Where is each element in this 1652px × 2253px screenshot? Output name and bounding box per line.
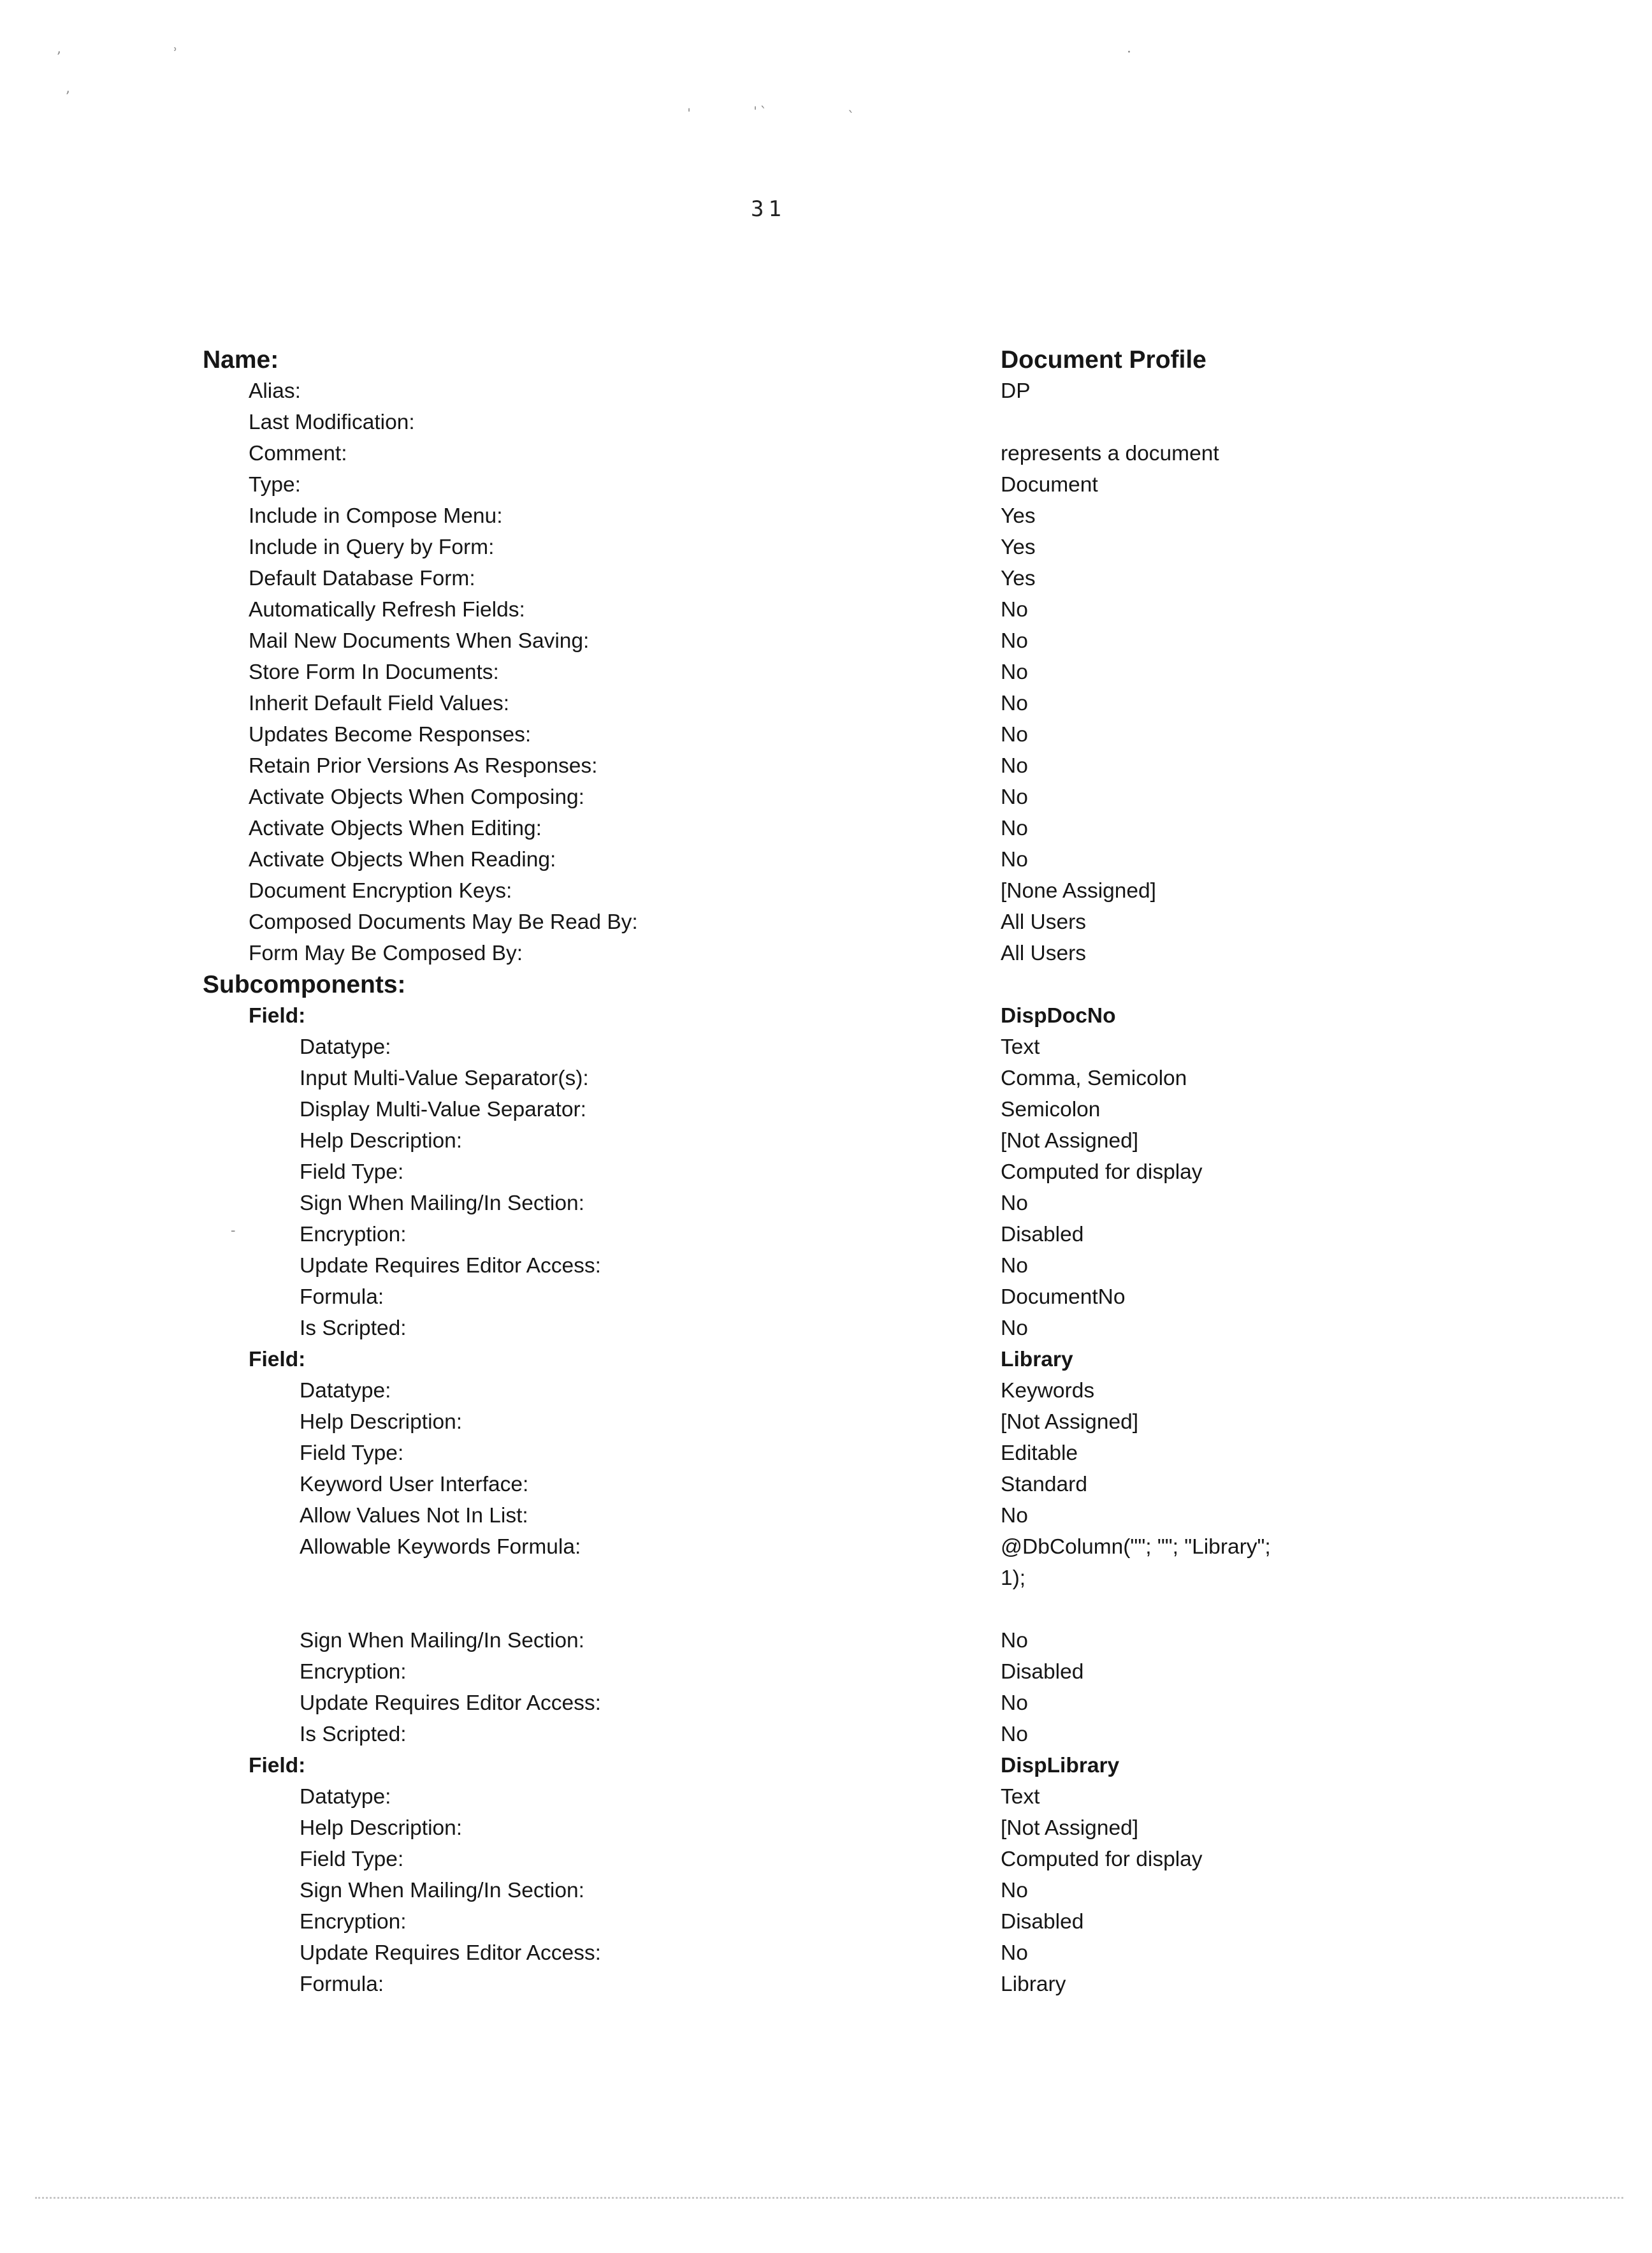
row-label: Include in Compose Menu: [249, 504, 503, 528]
profile-row [203, 688, 1496, 719]
scan-artifact: ʾ [173, 46, 178, 62]
row-label: Formula: [300, 1285, 384, 1309]
row-value: Yes [1001, 567, 1036, 590]
profile-row [203, 1344, 1496, 1375]
profile-row [203, 469, 1496, 500]
row-value: Standard [1001, 1473, 1087, 1496]
profile-row [203, 1875, 1496, 1906]
row-value: Semicolon [1001, 1098, 1101, 1121]
row-label: Activate Objects When Editing: [249, 817, 542, 840]
row-value: No [1001, 1941, 1028, 1965]
row-value: [Not Assigned] [1001, 1816, 1139, 1840]
profile-row [203, 500, 1496, 532]
row-label: Retain Prior Versions As Responses: [249, 754, 598, 778]
row-label: Keyword User Interface: [300, 1473, 529, 1496]
row-label: Sign When Mailing/In Section: [300, 1629, 584, 1652]
row-label: Automatically Refresh Fields: [249, 598, 525, 622]
profile-row [203, 625, 1496, 657]
row-label: Is Scripted: [300, 1723, 407, 1746]
spacer-row [203, 1594, 1496, 1625]
row-value: No [1001, 1691, 1028, 1715]
profile-row [203, 532, 1496, 563]
scan-artifact: · [1127, 45, 1131, 61]
profile-row [203, 1188, 1496, 1219]
row-label: Field Type: [300, 1160, 404, 1184]
profile-row [203, 1125, 1496, 1156]
profile-row [203, 1750, 1496, 1781]
row-label: Datatype: [300, 1785, 391, 1809]
row-label: Datatype: [300, 1379, 391, 1403]
row-value: Disabled [1001, 1223, 1084, 1246]
profile-row [203, 875, 1496, 907]
profile-row [203, 813, 1496, 844]
row-value: No [1001, 1879, 1028, 1902]
profile-row [203, 1281, 1496, 1313]
row-value: Text [1001, 1785, 1040, 1809]
row-label: Composed Documents May Be Read By: [249, 910, 638, 934]
row-value: Document Profile [1001, 346, 1206, 374]
profile-row [203, 407, 1496, 438]
row-value: Library [1001, 1972, 1066, 1996]
profile-row [203, 1500, 1496, 1531]
document-profile-listing [203, 344, 1496, 2000]
row-label: Mail New Documents When Saving: [249, 629, 590, 653]
row-label: Field: [249, 1754, 306, 1777]
row-value: No [1001, 1504, 1028, 1528]
row-value: No [1001, 785, 1028, 809]
profile-row [203, 1719, 1496, 1750]
row-label: Help Description: [300, 1410, 463, 1434]
row-value: No [1001, 598, 1028, 622]
scan-artifact: ʼ [56, 50, 61, 66]
row-label: Display Multi-Value Separator: [300, 1098, 586, 1121]
profile-row [203, 844, 1496, 875]
row-value: No [1001, 1316, 1028, 1340]
row-label: Sign When Mailing/In Section: [300, 1879, 584, 1902]
row-label: Activate Objects When Composing: [249, 785, 584, 809]
row-label: Allow Values Not In List: [300, 1504, 528, 1528]
row-value: DispDocNo [1001, 1004, 1116, 1028]
row-label: Update Requires Editor Access: [300, 1941, 601, 1965]
row-value: Disabled [1001, 1660, 1084, 1684]
row-value: [None Assigned] [1001, 879, 1156, 903]
row-value: Editable [1001, 1441, 1078, 1465]
row-value: [Not Assigned] [1001, 1129, 1139, 1153]
profile-row [203, 1844, 1496, 1875]
row-value: Library [1001, 1348, 1073, 1371]
profile-row [203, 1625, 1496, 1656]
row-value: All Users [1001, 942, 1087, 965]
profile-row [203, 1937, 1496, 1969]
row-value: No [1001, 1254, 1028, 1278]
row-label: Update Requires Editor Access: [300, 1254, 601, 1278]
profile-row [203, 1656, 1496, 1688]
profile-row [203, 1406, 1496, 1438]
profile-row [203, 1375, 1496, 1406]
row-value: Comma, Semicolon [1001, 1067, 1187, 1090]
row-value: No [1001, 1629, 1028, 1652]
row-label: Subcomponents: [203, 971, 406, 998]
profile-row [203, 1094, 1496, 1125]
row-value: Keywords [1001, 1379, 1095, 1403]
row-label: Name: [203, 346, 279, 374]
row-label: Encryption: [300, 1660, 407, 1684]
row-label: Default Database Form: [249, 567, 475, 590]
row-label: Help Description: [300, 1129, 463, 1153]
row-label: Allowable Keywords Formula: [300, 1535, 581, 1559]
row-label: Type: [249, 473, 301, 497]
row-value: Computed for display [1001, 1848, 1203, 1871]
profile-row [203, 1156, 1496, 1188]
row-label: Field Type: [300, 1848, 404, 1871]
row-value: DP [1001, 379, 1031, 403]
profile-row [203, 438, 1496, 469]
profile-row [203, 1250, 1496, 1281]
scan-artifact: ˈ [687, 107, 692, 123]
row-label: Encryption: [300, 1910, 407, 1934]
profile-row [203, 1063, 1496, 1094]
profile-row [203, 782, 1496, 813]
row-value: Document [1001, 473, 1098, 497]
profile-row [203, 1219, 1496, 1250]
row-label: Input Multi-Value Separator(s): [300, 1067, 589, 1090]
row-value: No [1001, 629, 1028, 653]
row-value: DispLibrary [1001, 1754, 1120, 1777]
row-value: Yes [1001, 536, 1036, 559]
profile-row [203, 1000, 1496, 1032]
row-label: Include in Query by Form: [249, 536, 495, 559]
row-label: Alias: [249, 379, 301, 403]
profile-row [203, 1313, 1496, 1344]
profile-row [203, 1781, 1496, 1812]
scan-artifact: - [231, 1223, 236, 1239]
row-value: [Not Assigned] [1001, 1410, 1139, 1434]
row-label: Is Scripted: [300, 1316, 407, 1340]
profile-row [203, 1531, 1496, 1594]
profile-row [203, 938, 1496, 969]
row-value: @DbColumn(""; ""; "Library"; 1); [1001, 1535, 1271, 1590]
row-label: Document Encryption Keys: [249, 879, 512, 903]
row-value: No [1001, 817, 1028, 840]
profile-row [203, 969, 1496, 1000]
profile-row [203, 1469, 1496, 1500]
profile-row [203, 657, 1496, 688]
row-label: Help Description: [300, 1816, 463, 1840]
row-value: Yes [1001, 504, 1036, 528]
row-value: Computed for display [1001, 1160, 1203, 1184]
row-label: Field Type: [300, 1441, 404, 1465]
row-value: Text [1001, 1035, 1040, 1059]
row-value: No [1001, 754, 1028, 778]
row-label: Field: [249, 1004, 306, 1028]
scan-edge-line [35, 2197, 1623, 2199]
scan-artifact: ʼ [65, 89, 69, 105]
row-value: DocumentNo [1001, 1285, 1126, 1309]
row-label: Field: [249, 1348, 306, 1371]
row-label: Inherit Default Field Values: [249, 692, 510, 715]
profile-row [203, 907, 1496, 938]
row-label: Updates Become Responses: [249, 723, 532, 747]
profile-row [203, 563, 1496, 594]
row-label: Form May Be Composed By: [249, 942, 523, 965]
row-label: Encryption: [300, 1223, 407, 1246]
row-value: No [1001, 692, 1028, 715]
row-label: Formula: [300, 1972, 384, 1996]
row-label: Sign When Mailing/In Section: [300, 1192, 584, 1215]
profile-row [203, 376, 1496, 407]
row-value: No [1001, 848, 1028, 871]
row-value: represents a document [1001, 442, 1219, 465]
profile-row [203, 1438, 1496, 1469]
row-value: No [1001, 723, 1028, 747]
row-label: Comment: [249, 442, 347, 465]
row-value: Disabled [1001, 1910, 1084, 1934]
row-label: Store Form In Documents: [249, 660, 499, 684]
profile-row [203, 344, 1496, 376]
scan-artifact: ˈ ˋ [753, 105, 767, 121]
profile-row [203, 594, 1496, 625]
row-value: No [1001, 660, 1028, 684]
row-value: No [1001, 1723, 1028, 1746]
row-label: Last Modification: [249, 411, 415, 434]
profile-row [203, 1688, 1496, 1719]
row-label: Update Requires Editor Access: [300, 1691, 601, 1715]
profile-row [203, 750, 1496, 782]
scan-artifact: ˋ [848, 110, 855, 126]
profile-row [203, 1032, 1496, 1063]
row-label: Activate Objects When Reading: [249, 848, 556, 871]
page-number: 31 [751, 196, 786, 222]
profile-row [203, 1969, 1496, 2000]
profile-row [203, 1812, 1496, 1844]
row-label: Datatype: [300, 1035, 391, 1059]
profile-row [203, 1906, 1496, 1937]
row-value: No [1001, 1192, 1028, 1215]
profile-row [203, 719, 1496, 750]
row-value: All Users [1001, 910, 1087, 934]
